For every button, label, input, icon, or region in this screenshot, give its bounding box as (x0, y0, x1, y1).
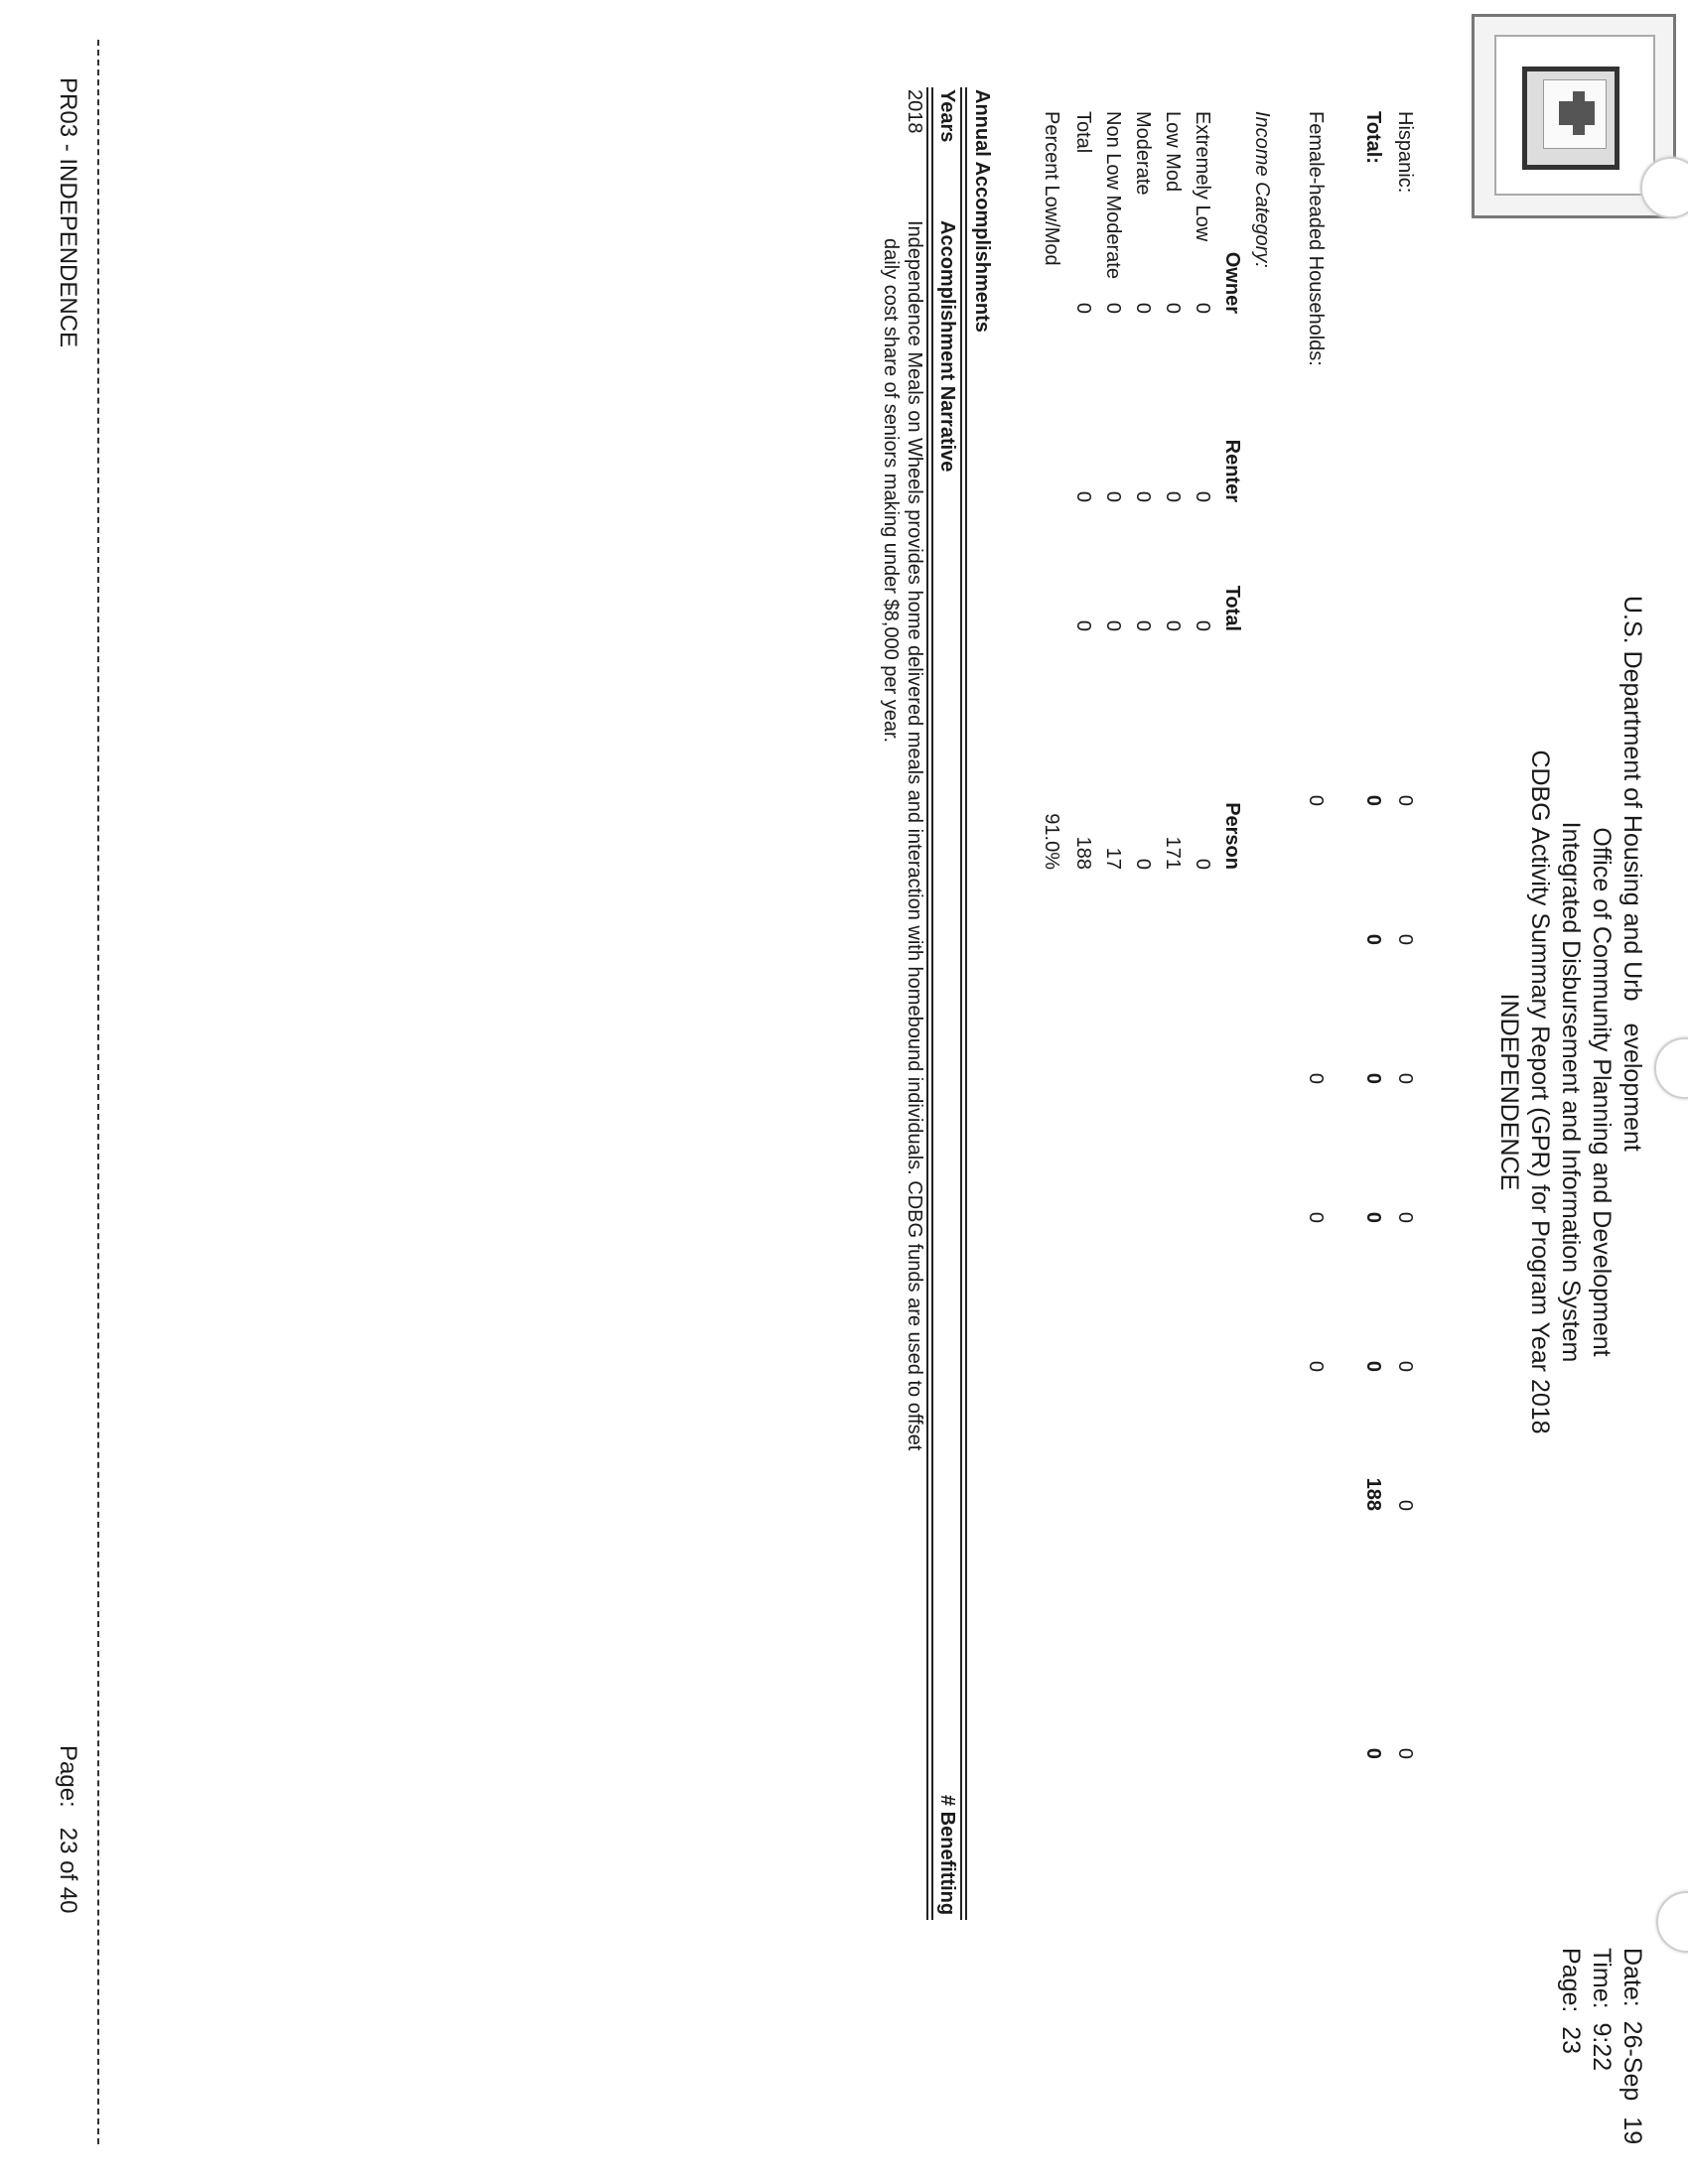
table-top-rule (965, 87, 967, 1920)
total-value: 0 (1362, 1360, 1384, 1372)
total-value: 0 (1362, 933, 1384, 945)
column-header-total: Total (1221, 585, 1243, 631)
column-header-renter: Renter (1221, 439, 1243, 502)
hispanic-value: 0 (1394, 1360, 1416, 1372)
footer-rule (97, 40, 99, 2144)
column-header-narrative: Accomplishment Narrative (936, 220, 958, 473)
time-line: Time: 9:22 (1588, 1948, 1616, 2072)
binder-hole (1654, 1037, 1688, 1099)
total-value: 0 (1362, 1072, 1384, 1084)
total-value: 0 (1362, 1747, 1384, 1759)
hispanic-value: 0 (1394, 794, 1416, 806)
percent-low-mod-value: 91.0% (1041, 813, 1062, 870)
total-value: 188 (1362, 1477, 1384, 1511)
hispanic-value: 0 (1394, 1747, 1416, 1759)
income-category-title: Income Category: (1251, 111, 1273, 268)
hispanic-label: Hispanic: (1394, 111, 1416, 194)
report-page: U.S. Department of Housing and Urbevelopment Office of Community Planning and Development Integrated Disbursement and Information System CDBG Activity Summary Report (GPR) for Program Year 2018 INDEPENDENCE Date: 26-Sep19 Time: 9:22 Page: 23 Hispanic: 0 0 0 0 0 0 0 Total: 0 0 0 0 0 188 0 Female-headed Households: 0 0 0 0 Income Category: Owner Renter Total Person Extremely Low 0 0 0 0 Low Mod 0 0 0 171 Moderate 0 0 0 0 Non Low Moderate 0 0 0 17 Total 0 0 0 188 Percent Low/Mod 91.0% Annual Accomplishments Years Accomplishment Narrative # Benefitting 2018 Independence Meals on Wheels provides home delivered meals and interaction with homebound individuals. CDBG funds are used to offset daily cost share of seniors making under $8,000 per year. PR03 - INDEPENDENCE Page: 23 of 40 (0, 0, 1688, 2184)
accomplishment-narrative: Independence Meals on Wheels provides home delivered meals and interaction with homebound individuals. CDBG funds are used to offset (904, 220, 925, 1451)
system-name: Integrated Disbursement and Information System (1557, 821, 1585, 1363)
agency-name: U.S. Department of Housing and Urbevelopment (1618, 596, 1646, 1152)
female-headed-label: Female-headed Households: (1305, 111, 1327, 366)
percent-low-mod-label: Percent Low/Mod (1041, 111, 1062, 266)
accomplishment-narrative: daily cost share of seniors making under $8,000 per year. (880, 238, 902, 744)
office-name: Office of Community Planning and Development (1588, 827, 1616, 1357)
column-header-years: Years (936, 89, 958, 143)
grantee-name: INDEPENDENCE (1495, 993, 1523, 1191)
binder-hole (1656, 1891, 1688, 1953)
column-header-owner: Owner (1221, 251, 1243, 314)
hispanic-value: 0 (1394, 1211, 1416, 1223)
table-top-rule (960, 87, 962, 1920)
accomplishments-title: Annual Accomplishments (971, 89, 993, 333)
hispanic-value: 0 (1394, 1072, 1416, 1084)
female-headed-value: 0 (1305, 794, 1327, 806)
total-label: Total: (1362, 111, 1384, 164)
female-headed-value: 0 (1305, 1360, 1327, 1372)
date-line: Date: 26-Sep19 (1618, 1948, 1646, 2145)
female-headed-value: 0 (1305, 1211, 1327, 1223)
hispanic-value: 0 (1394, 933, 1416, 945)
table-header-rule (931, 87, 933, 1920)
hispanic-value: 0 (1394, 1499, 1416, 1511)
accomplishment-year: 2018 (904, 89, 925, 134)
total-value: 0 (1362, 1211, 1384, 1223)
total-value: 0 (1362, 794, 1384, 806)
female-headed-value: 0 (1305, 1072, 1327, 1084)
table-header-rule (926, 87, 928, 1920)
report-title: CDBG Activity Summary Report (GPR) for Program Year 2018 (1526, 750, 1554, 1434)
footer-page-number: Page: 23 of 40 (55, 1745, 81, 1914)
column-header-person: Person (1221, 802, 1243, 870)
column-header-benefitting: # Benefitting (936, 1795, 958, 1916)
page-line: Page: 23 (1557, 1948, 1585, 2055)
report-id: PR03 - INDEPENDENCE (55, 77, 81, 348)
